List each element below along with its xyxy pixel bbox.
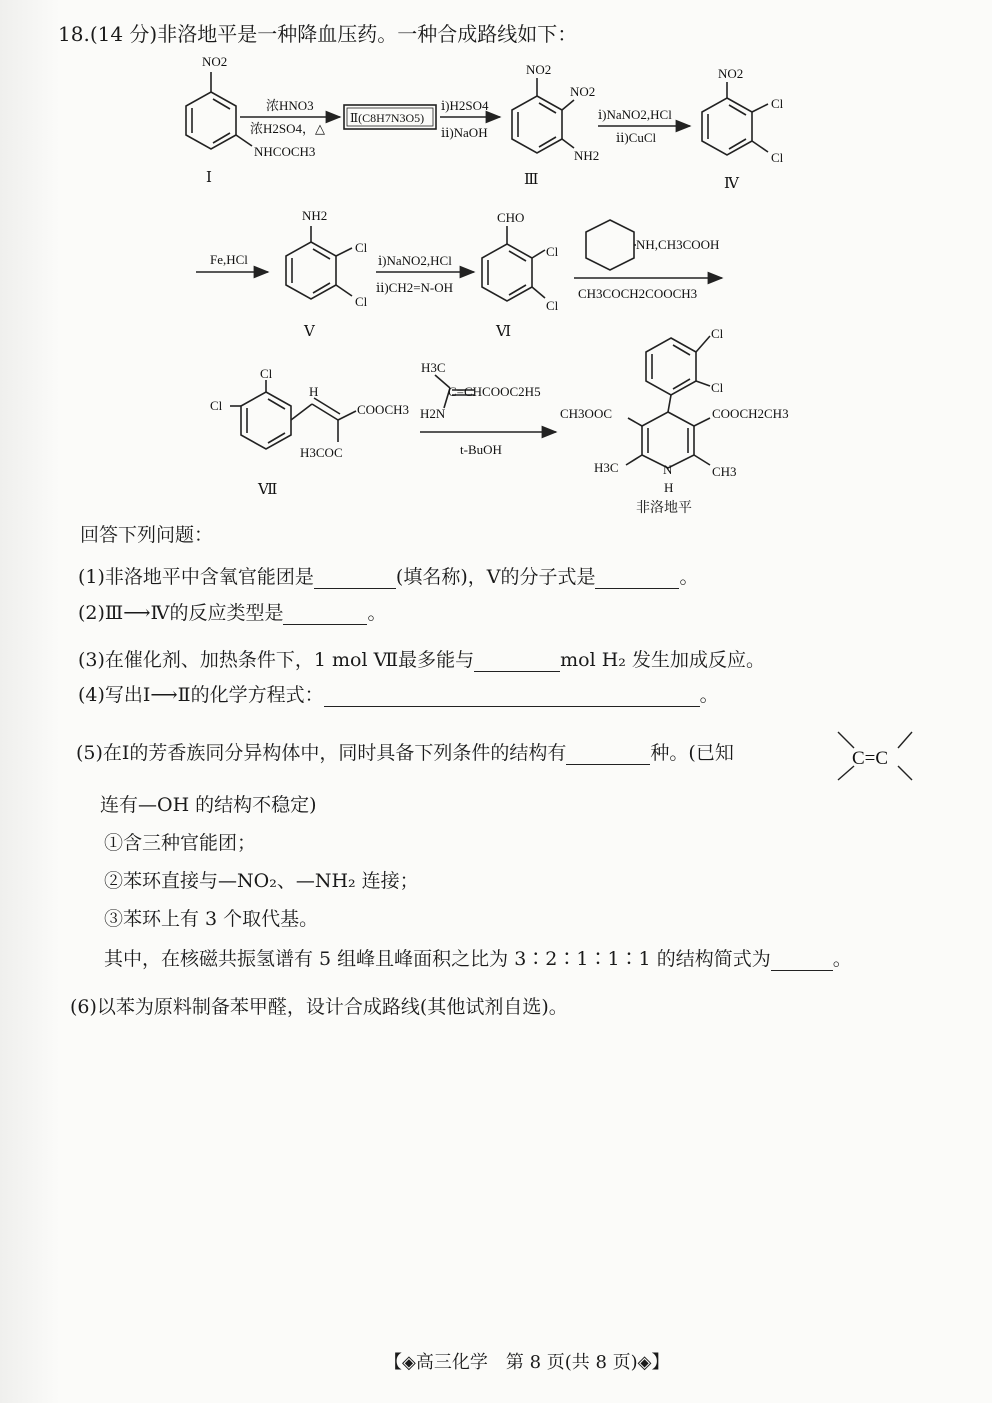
synthesis-scheme bbox=[0, 0, 992, 520]
q4-text-a: (4)写出Ⅰ⟶Ⅱ的化学方程式： bbox=[78, 684, 324, 706]
q3-text-b: mol H₂ 发生加成反应。 bbox=[560, 649, 765, 671]
compound-1-no2: NO2 bbox=[202, 54, 228, 69]
compound-4-structure bbox=[702, 82, 768, 155]
product-label: 非洛地平 bbox=[636, 501, 692, 516]
compound-3-no2-top: NO2 bbox=[526, 62, 552, 77]
step-3-reagent-bottom: ⅱ)CuCl bbox=[616, 130, 657, 145]
step-3-reagent-top: ⅰ)NaNO2,HCl bbox=[598, 107, 672, 122]
question-1 bbox=[78, 562, 699, 589]
compound-5-label: Ⅴ bbox=[304, 324, 315, 340]
step-6-reagent-bottom: CH3COCH2COOCH3 bbox=[578, 286, 698, 301]
product-h3c: H3C bbox=[594, 460, 619, 475]
reagent-chain: C=CHCOOC2H5 bbox=[448, 384, 541, 399]
q5-condition-3: ③苯环上有 3 个取代基。 bbox=[104, 908, 319, 930]
compound-7-label: Ⅶ bbox=[258, 482, 278, 498]
question-stem: 非洛地平是一种降血压药。一种合成路线如下： bbox=[157, 22, 578, 46]
q5-nmr-line bbox=[104, 944, 852, 971]
step-4-reagent: Fe,HCl bbox=[210, 252, 248, 267]
step-1-reagent-top: 浓HNO3 bbox=[266, 98, 314, 113]
q2-blank[interactable] bbox=[283, 606, 367, 625]
compound-6-structure bbox=[482, 226, 545, 301]
compound-7-cl-2: Cl bbox=[210, 398, 223, 413]
felodipine-structure bbox=[626, 336, 710, 468]
q4-blank[interactable] bbox=[324, 688, 700, 707]
compound-2-formula: Ⅱ(C8H7N3O5) bbox=[350, 111, 425, 125]
q5-text-b: 种。(已知 bbox=[650, 742, 734, 764]
compound-5-structure bbox=[286, 226, 352, 299]
question-points: (14 分) bbox=[89, 22, 158, 46]
question-number: 18. bbox=[58, 22, 90, 46]
compound-7-structure bbox=[230, 380, 356, 449]
piperidine-structure bbox=[586, 220, 636, 270]
q2-text-b: 。 bbox=[367, 602, 387, 624]
q5-note: 连有—OH 的结构不稳定) bbox=[100, 794, 317, 816]
step-2-reagent-top: ⅰ)H2SO4 bbox=[441, 98, 489, 113]
compound-7-h3coc: H3COC bbox=[300, 445, 343, 460]
step-5-reagent-bottom: ⅱ)CH2=N-OH bbox=[376, 280, 454, 295]
q1-blank-2[interactable] bbox=[595, 570, 679, 589]
q5-condition-1: ①含三种官能团； bbox=[104, 832, 257, 854]
step-1-reagent-bottom: 浓H2SO4，△ bbox=[250, 121, 326, 136]
cc-double-bond-text: C=C bbox=[852, 748, 889, 769]
q5-condition-2: ②苯环直接与—NO₂、—NH₂ 连接； bbox=[104, 870, 419, 892]
question-3 bbox=[78, 645, 765, 672]
compound-3-label: Ⅲ bbox=[524, 172, 539, 188]
step-7-solvent: t-BuOH bbox=[460, 442, 502, 457]
product-n: N bbox=[663, 462, 673, 477]
q1-text-a: (1)非洛地平中含氧官能团是 bbox=[78, 566, 314, 588]
step-2-reagent-bottom: ⅱ)NaOH bbox=[441, 125, 488, 140]
compound-5-cl-2: Cl bbox=[355, 294, 368, 309]
q2-text-a: (2)Ⅲ⟶Ⅳ的反应类型是 bbox=[78, 602, 284, 624]
product-ester-right: COOCH2CH3 bbox=[712, 406, 789, 421]
q5-blank-2[interactable] bbox=[771, 952, 833, 971]
cc-double-bond-structure bbox=[836, 728, 926, 788]
compound-3-structure bbox=[512, 78, 574, 153]
question-6: (6)以苯为原料制备苯甲醛，设计合成路线(其他试剂自选)。 bbox=[70, 996, 568, 1018]
q1-text-b: (填名称)，Ⅴ的分子式是 bbox=[395, 566, 596, 588]
compound-1-nhcoch3: NHCOCH3 bbox=[254, 144, 316, 159]
compound-4-cl-1: Cl bbox=[771, 96, 784, 111]
q5-text-a: (5)在Ⅰ的芳香族同分异构体中，同时具备下列条件的结构有 bbox=[76, 742, 567, 764]
compound-6-cl-2: Cl bbox=[546, 298, 559, 313]
reagent-h3c: H3C bbox=[421, 360, 446, 375]
compound-5-nh2: NH2 bbox=[302, 208, 328, 223]
q4-text-b: 。 bbox=[699, 684, 719, 706]
q1-blank-1[interactable] bbox=[314, 570, 396, 589]
compound-4-cl-2: Cl bbox=[771, 150, 784, 165]
compound-1-label: Ⅰ bbox=[206, 170, 212, 186]
compound-4-label: Ⅳ bbox=[724, 176, 739, 192]
question-5 bbox=[76, 738, 734, 765]
answer-prompt: 回答下列问题： bbox=[80, 524, 214, 546]
compound-7-h: H bbox=[309, 384, 319, 399]
q1-text-c: 。 bbox=[679, 566, 699, 588]
q5-nmr-end: 。 bbox=[832, 948, 852, 970]
q5-blank-1[interactable] bbox=[566, 746, 650, 765]
compound-4-no2: NO2 bbox=[718, 66, 744, 81]
compound-7-cl-1: Cl bbox=[260, 366, 273, 381]
compound-5-cl-1: Cl bbox=[355, 240, 368, 255]
product-cl-2: Cl bbox=[711, 380, 724, 395]
q3-text-a: (3)在催化剂、加热条件下，1 mol Ⅶ最多能与 bbox=[78, 649, 475, 671]
compound-3-no2-side: NO2 bbox=[570, 84, 596, 99]
question-4 bbox=[78, 680, 719, 707]
page-footer: 【◈高三化学 第 8 页(共 8 页)◈】 bbox=[384, 1352, 670, 1373]
product-ester-left: CH3OOC bbox=[560, 406, 613, 421]
question-2 bbox=[78, 598, 386, 625]
compound-3-nh2: NH2 bbox=[574, 148, 600, 163]
compound-6-cl-1: Cl bbox=[546, 244, 559, 259]
step-6-reagent-top: NH,CH3COOH bbox=[636, 237, 720, 252]
compound-7-cooch3: COOCH3 bbox=[357, 402, 410, 417]
reagent-h2n: H2N bbox=[420, 406, 446, 421]
step-5-reagent-top: ⅰ)NaNO2,HCl bbox=[378, 253, 452, 268]
product-ch3: CH3 bbox=[712, 464, 737, 479]
compound-6-label: Ⅵ bbox=[496, 324, 512, 340]
q3-blank[interactable] bbox=[474, 653, 560, 672]
compound-6-cho: CHO bbox=[497, 210, 525, 225]
q5-nmr-text: 其中，在核磁共振氢谱有 5 组峰且峰面积之比为 3∶2∶1∶1∶1 的结构简式为 bbox=[104, 948, 771, 970]
product-h: H bbox=[664, 480, 674, 495]
product-cl-1: Cl bbox=[711, 326, 724, 341]
compound-1-structure bbox=[186, 72, 252, 149]
